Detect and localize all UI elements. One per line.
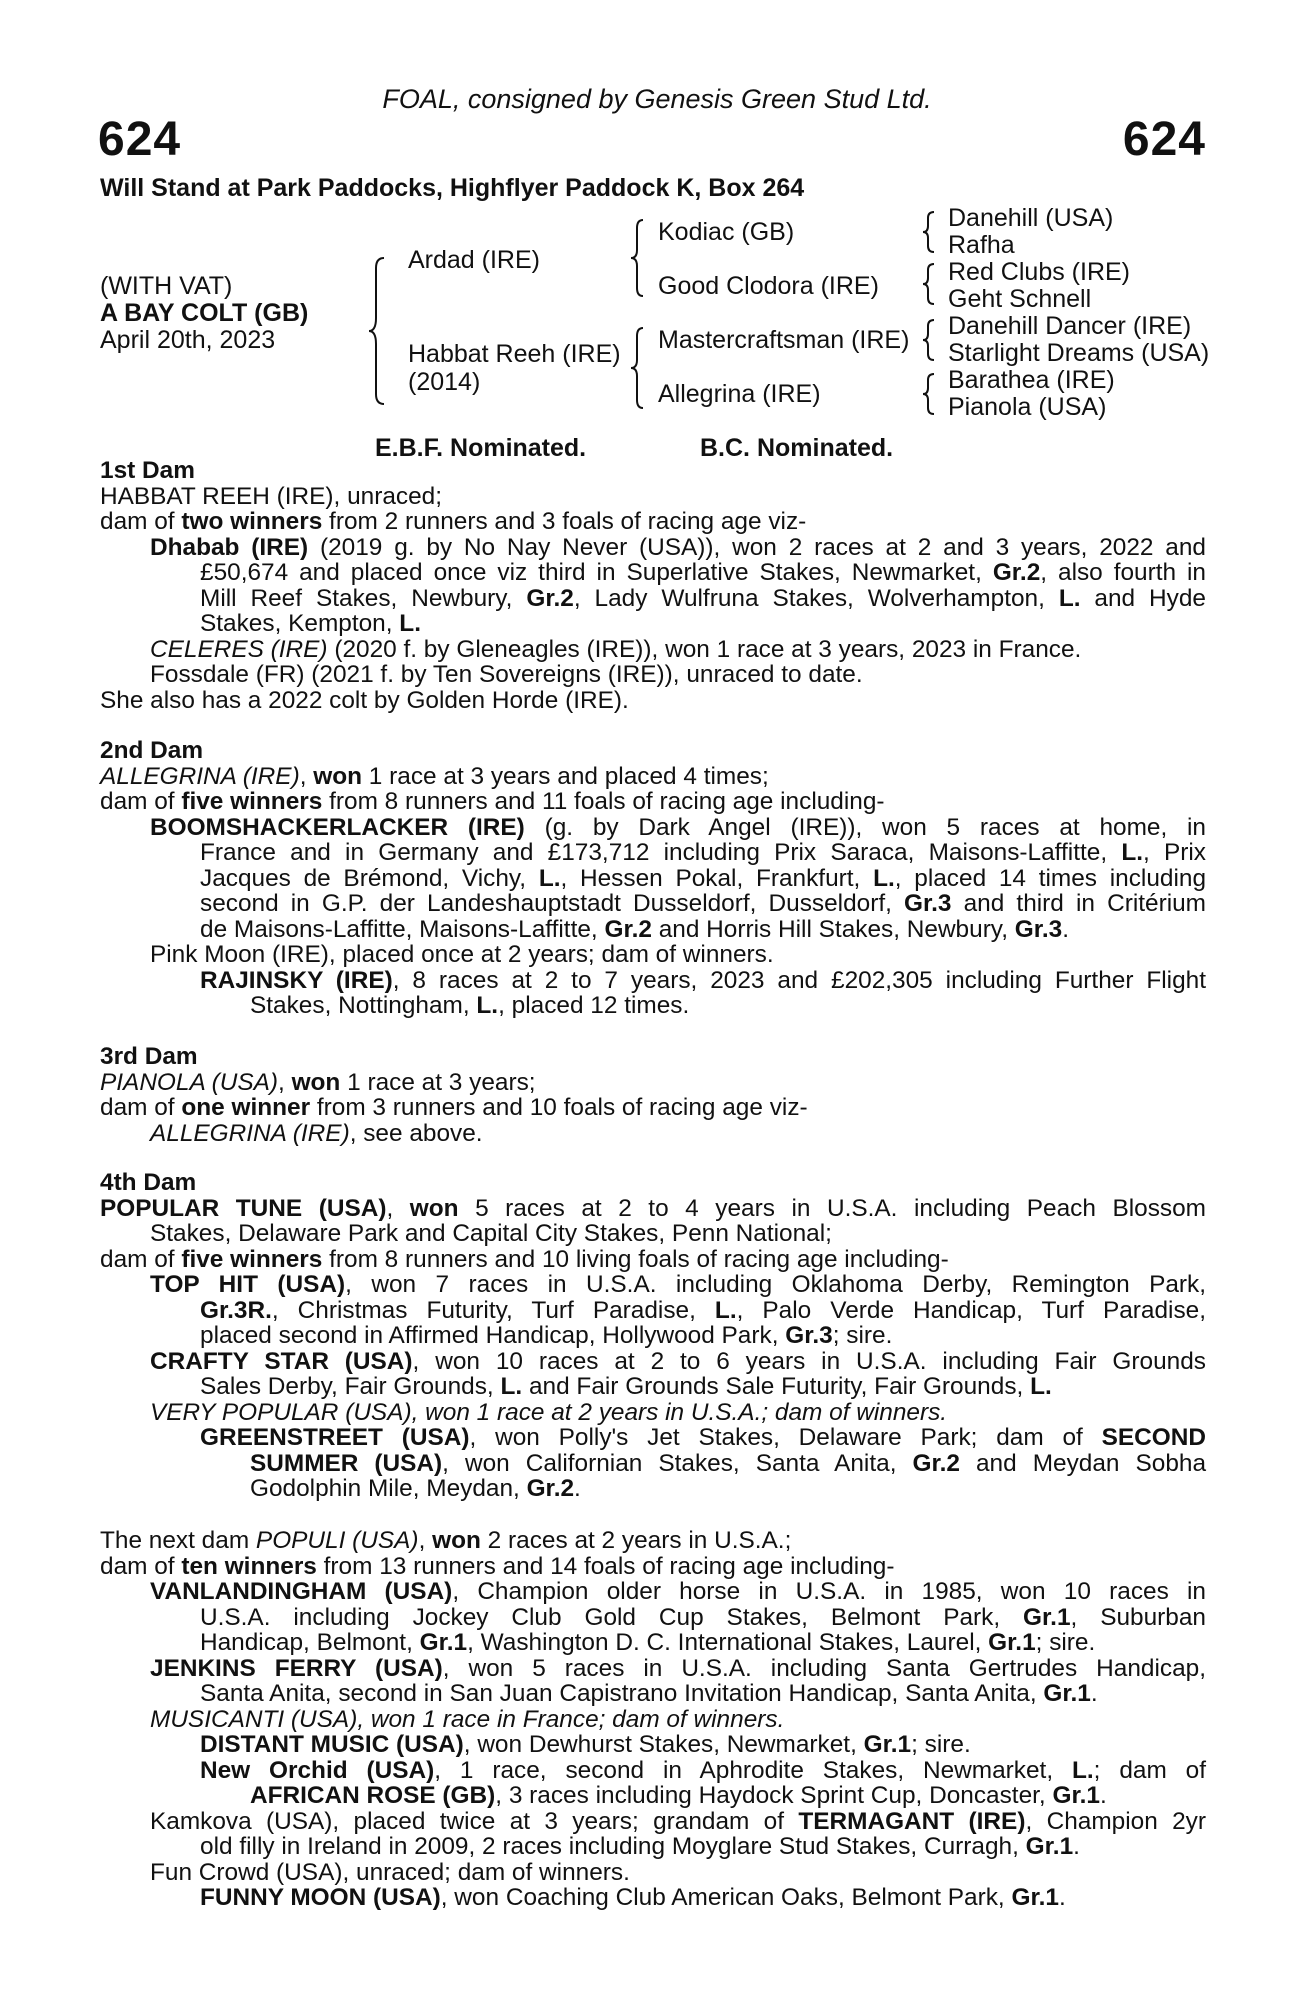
text-line: SUMMER (USA), won Californian Stakes, Santa Anita, Gr.2 and Meydan Sobha (250, 1449, 1207, 1477)
text-line: AFRICAN ROSE (GB), 3 races including Haydock Sprint Cup, Doncaster, Gr.1. (250, 1782, 1107, 1809)
text-line: VERY POPULAR (USA), won 1 race at 2 years in U.S.A.; dam of winners. (150, 1398, 948, 1426)
text-line: ALLEGRINA (IRE), see above. (150, 1119, 483, 1147)
text-line: dam of ten winners from 13 runners and 14 foals of racing age including- (100, 1552, 895, 1580)
text-line: dam of one winner from 3 runners and 10 foals of racing age viz- (100, 1094, 808, 1121)
third-dam-section (100, 1044, 1206, 1146)
stand-location: Will Stand at Park Paddocks, Highflyer Paddock K, Box 264 (100, 174, 805, 202)
pedigree-dds: Barathea (IRE) (948, 366, 1115, 394)
text-line: Stakes, Delaware Park and Capital City Stakes, Penn National; (150, 1220, 832, 1247)
next-dam-section (100, 1528, 1206, 1911)
consignor-line: FOAL, consigned by Genesis Green Stud Ltd. (382, 84, 932, 114)
text-line: Fossdale (FR) (2021 f. by Ten Sovereigns (IRE)), unraced to date. (150, 661, 863, 688)
pedigree-ssd: Rafha (948, 231, 1015, 259)
pedigree-brace-1 (368, 256, 388, 406)
pedigree-dss: Danehill Dancer (IRE) (948, 312, 1192, 340)
ebf-nomination: E.B.F. Nominated. (375, 434, 587, 462)
text-line: MUSICANTI (USA), won 1 race in France; dam of winners. (150, 1705, 785, 1733)
text-line: POPULAR TUNE (USA), won 5 races at 2 to 4 years in U.S.A. including Peach Blossom (100, 1194, 1206, 1222)
section-heading: 1st Dam (100, 457, 195, 484)
text-line: Stakes, Kempton, L. (200, 610, 421, 637)
text-line: DISTANT MUSIC (USA), won Dewhurst Stakes, Newmarket, Gr.1; sire. (200, 1731, 971, 1758)
pedigree-dam-sire: Mastercraftsman (IRE) (658, 326, 910, 354)
pedigree-sire-sire: Kodiac (GB) (658, 218, 795, 246)
text-line: France and in Germany and £173,712 including Prix Saraca, Maisons-Laffitte, L., Prix (200, 839, 1206, 866)
text-line: dam of five winners from 8 runners and 10 living foals of racing age including- (100, 1245, 949, 1273)
text-line: Mill Reef Stakes, Newbury, Gr.2, Lady Wulfruna Stakes, Wolverhampton, L. and Hyde (200, 584, 1206, 612)
second-dam-section (100, 738, 1206, 1019)
text-line: Fun Crowd (USA), unraced; dam of winners. (150, 1858, 630, 1886)
bc-nomination: B.C. Nominated. (700, 434, 894, 462)
text-line: She also has a 2022 colt by Golden Horde (IRE). (100, 686, 629, 714)
pedigree-ddd: Pianola (USA) (948, 393, 1107, 421)
pedigree-sds: Red Clubs (IRE) (948, 258, 1130, 286)
text-line: The next dam POPULI (USA), won 2 races at 2 years in U.S.A.; (100, 1527, 792, 1554)
pedigree-brace-3b (922, 262, 936, 306)
pedigree-brace-3d (922, 372, 936, 416)
text-line: old filly in Ireland in 2009, 2 races including Moyglare Stud Stakes, Curragh, Gr.1. (200, 1833, 1080, 1860)
text-line: Jacques de Brémond, Vichy, L., Hessen Pokal, Frankfurt, L., placed 14 times including (200, 864, 1207, 892)
text-line: Sales Derby, Fair Grounds, L. and Fair Grounds Sale Futurity, Fair Grounds, L. (200, 1373, 1052, 1400)
text-line: placed second in Affirmed Handicap, Hollywood Park, Gr.3; sire. (200, 1322, 893, 1349)
text-line: de Maisons-Laffitte, Maisons-Laffitte, Gr.2 and Horris Hill Stakes, Newbury, Gr.3. (200, 915, 1069, 943)
vat-note: (WITH VAT) (100, 272, 233, 300)
pedigree-brace-2a (630, 218, 646, 298)
text-line: U.S.A. including Jockey Club Gold Cup Stakes, Belmont Park, Gr.1, Suburban (200, 1603, 1206, 1631)
lot-number-right: 624 (1122, 113, 1206, 166)
section-heading: 3rd Dam (100, 1043, 198, 1070)
pedigree-sss: Danehill (USA) (948, 204, 1114, 232)
text-line: Godolphin Mile, Meydan, Gr.2. (250, 1475, 581, 1502)
text-line: Santa Anita, second in San Juan Capistrano Invitation Handicap, Santa Anita, Gr.1. (200, 1680, 1098, 1707)
text-line: dam of two winners from 2 runners and 3 foals of racing age viz- (100, 508, 807, 535)
text-line: CRAFTY STAR (USA), won 10 races at 2 to 6 years in U.S.A. including Fair Grounds (150, 1347, 1206, 1375)
pedigree-sire-dam: Good Clodora (IRE) (658, 272, 879, 300)
text-line: New Orchid (USA), 1 race, second in Aphrodite Stakes, Newmarket, L.; dam of (200, 1756, 1206, 1784)
section-heading: 4th Dam (100, 1169, 197, 1196)
pedigree-dam-year: (2014) (408, 368, 481, 396)
text-line: FUNNY MOON (USA), won Coaching Club American Oaks, Belmont Park, Gr.1. (200, 1884, 1066, 1911)
pedigree-brace-2b (630, 326, 646, 410)
text-line: RAJINSKY (IRE), 8 races at 2 to 7 years, 2023 and £202,305 including Further Flight (200, 966, 1207, 994)
text-line: CELERES (IRE) (2020 f. by Gleneagles (IRE)), won 1 race at 3 years, 2023 in France. (150, 635, 1082, 663)
horse-name: A BAY COLT (GB) (100, 299, 309, 327)
pedigree-brace-3c (922, 318, 936, 362)
section-heading: 2nd Dam (100, 737, 204, 764)
text-line: Gr.3R., Christmas Futurity, Turf Paradise, L., Palo Verde Handicap, Turf Paradise, (200, 1296, 1206, 1324)
text-line: PIANOLA (USA), won 1 race at 3 years; (100, 1068, 536, 1096)
text-line: Stakes, Nottingham, L., placed 12 times. (250, 992, 690, 1019)
pedigree-brace-3a (922, 210, 936, 254)
text-line: Pink Moon (IRE), placed once at 2 years; dam of winners. (150, 941, 774, 968)
pedigree-dam-dam: Allegrina (IRE) (658, 380, 821, 408)
fourth-dam-section (100, 1170, 1206, 1502)
foaling-date: April 20th, 2023 (100, 326, 276, 354)
text-line: JENKINS FERRY (USA), won 5 races in U.S.A. including Santa Gertrudes Handicap, (150, 1654, 1206, 1682)
text-line: Dhabab (IRE) (2019 g. by No Nay Never (USA)), won 2 races at 2 and 3 years, 2022 and (150, 533, 1206, 561)
text-line: BOOMSHACKERLACKER (IRE) (g. by Dark Angel (IRE)), won 5 races at home, in (150, 813, 1206, 841)
text-line: Handicap, Belmont, Gr.1, Washington D. C. International Stakes, Laurel, Gr.1; sire. (200, 1629, 1096, 1656)
text-line: HABBAT REEH (IRE), unraced; (100, 482, 443, 510)
first-dam-section (100, 458, 1206, 713)
text-line: second in G.P. der Landeshauptstadt Dusseldorf, Dusseldorf, Gr.3 and third in Critérium (200, 890, 1207, 917)
pedigree-dsd: Starlight Dreams (USA) (948, 339, 1210, 367)
lot-number-left: 624 (98, 113, 182, 166)
text-line: VANLANDINGHAM (USA), Champion older horse in U.S.A. in 1985, won 10 races in (150, 1578, 1206, 1605)
text-line: dam of five winners from 8 runners and 11 foals of racing age including- (100, 788, 885, 815)
pedigree-sdd: Geht Schnell (948, 285, 1092, 313)
text-line: £50,674 and placed once viz third in Superlative Stakes, Newmarket, Gr.2, also fourth in (200, 559, 1206, 586)
pedigree-dam: Habbat Reeh (IRE) (408, 340, 621, 368)
text-line: ALLEGRINA (IRE), won 1 race at 3 years and placed 4 times; (100, 762, 769, 790)
pedigree-sire: Ardad (IRE) (408, 246, 540, 274)
text-line: Kamkova (USA), placed twice at 3 years; grandam of TERMAGANT (IRE), Champion 2yr (150, 1807, 1206, 1835)
text-line: TOP HIT (USA), won 7 races in U.S.A. including Oklahoma Derby, Remington Park, (150, 1271, 1206, 1298)
text-line: GREENSTREET (USA), won Polly's Jet Stakes, Delaware Park; dam of SECOND (200, 1424, 1206, 1451)
